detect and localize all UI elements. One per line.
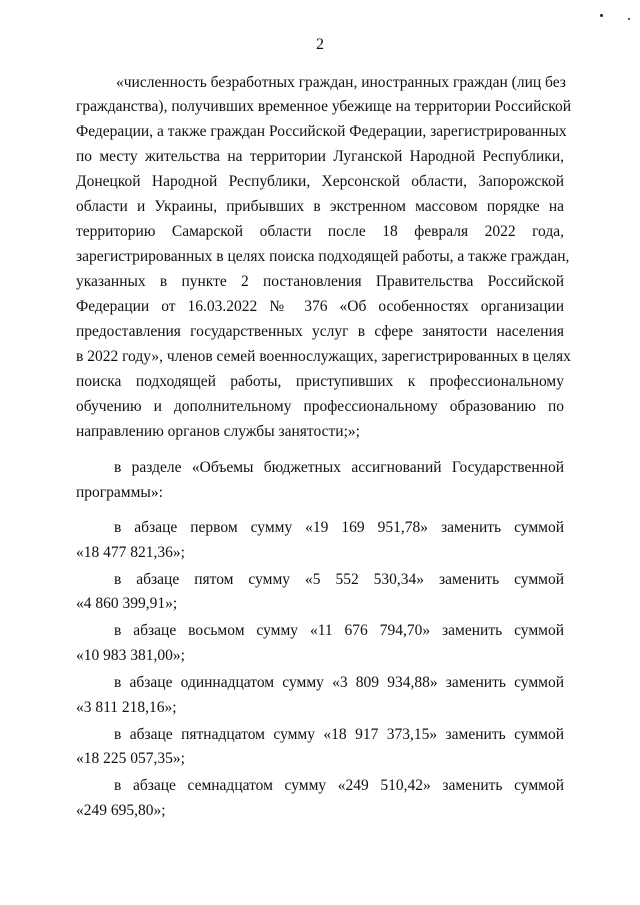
text-line: зарегистрированных в целях поиска подходящей работы, а также граждан, <box>76 248 570 265</box>
text-line: Федерации, а также граждан Российской Федерации, зарегистрированных <box>76 123 567 140</box>
text-line: указанных в пункте 2 постановления Правительства Российской <box>76 273 564 290</box>
text-line: «249 695,80»; <box>76 802 166 819</box>
text-line: «18 225 057,35»; <box>76 750 185 767</box>
text-line: области и Украины, прибывших в экстренном массовом порядке на <box>76 198 564 215</box>
scan-dot <box>600 14 603 17</box>
text-line: «4 860 399,91»; <box>76 595 178 612</box>
text-line: по месту жительства на территории Луганской Народной Республики, <box>76 148 564 165</box>
text-line: программы»: <box>76 484 163 501</box>
text-line: в разделе «Объемы бюджетных ассигнований Государственной <box>114 459 564 476</box>
text-line: в абзаце пятнадцатом сумму «18 917 373,15» заменить суммой <box>114 726 564 743</box>
text-line: «18 477 821,36»; <box>76 544 185 561</box>
text-line: Федерации от 16.03.2022 № 376 «Об особенностях организации <box>76 298 564 315</box>
text-line: предоставления государственных услуг в сфере занятости населения <box>76 323 564 340</box>
text-line: в абзаце пятом сумму «5 552 530,34» заменить суммой <box>114 571 564 588</box>
page-number: 2 <box>316 36 324 53</box>
text-line: в 2022 году», членов семей военнослужащих, зарегистрированных в целях <box>76 348 571 365</box>
text-line: в абзаце восьмом сумму «11 676 794,70» заменить суммой <box>114 622 564 639</box>
text-line: обучению и дополнительному профессиональному образованию по <box>76 398 564 415</box>
text-line: «численность безработных граждан, иностранных граждан (лиц без <box>116 74 566 91</box>
text-line: гражданства), получивших временное убежище на территории Российской <box>76 98 572 115</box>
text-line: поиска подходящей работы, приступивших к профессиональному <box>76 373 564 390</box>
text-line: в абзаце одиннадцатом сумму «3 809 934,88» заменить суммой <box>114 674 564 691</box>
text-line: «10 983 381,00»; <box>76 647 185 664</box>
text-line: Донецкой Народной Республики, Херсонской области, Запорожской <box>76 173 564 190</box>
scan-dot <box>628 18 630 20</box>
text-line: «3 811 218,16»; <box>76 699 177 716</box>
text-line: в абзаце первом сумму «19 169 951,78» заменить суммой <box>114 519 564 536</box>
text-line: в абзаце семнадцатом сумму «249 510,42» заменить суммой <box>114 777 564 794</box>
text-line: направлению органов службы занятости;»; <box>76 423 360 440</box>
text-line: территорию Самарской области после 18 февраля 2022 года, <box>76 223 564 240</box>
